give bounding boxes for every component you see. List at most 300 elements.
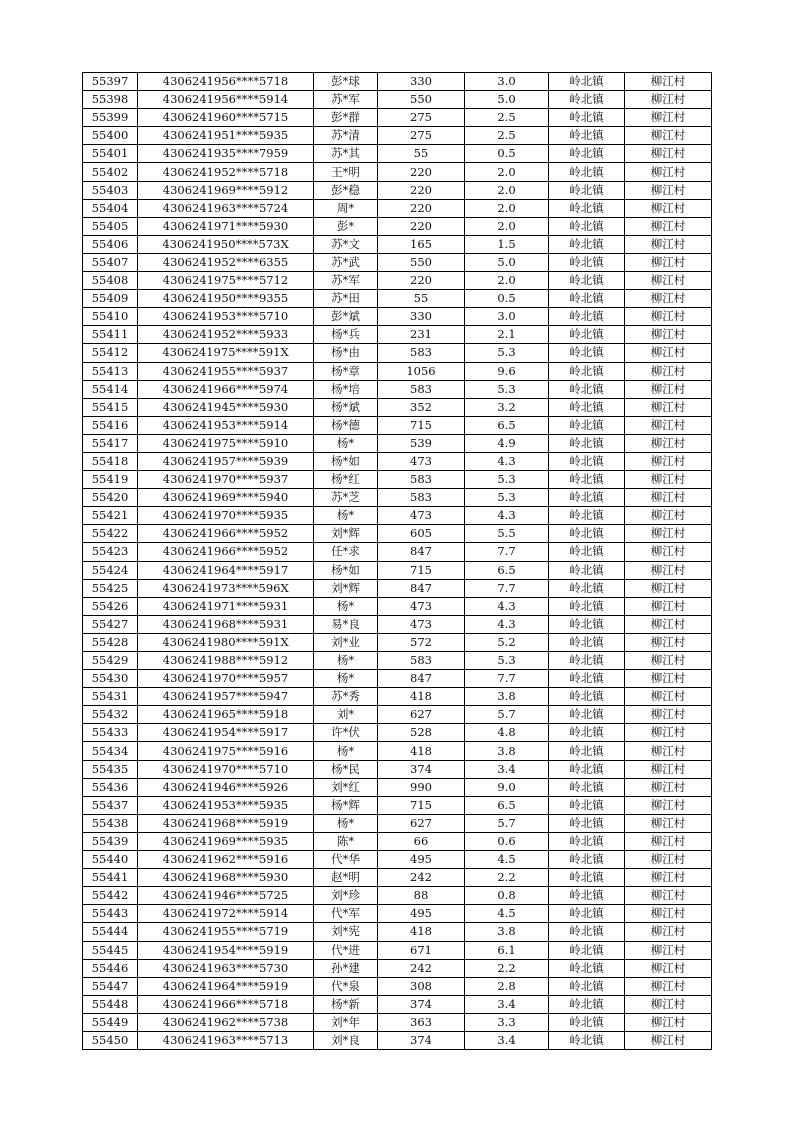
cell-area: 3.0	[465, 308, 549, 326]
cell-seq: 55427	[83, 615, 138, 633]
cell-name: 刘*珍	[314, 887, 378, 905]
cell-area: 5.5	[465, 525, 549, 543]
cell-village: 柳江村	[625, 742, 712, 760]
cell-name: 苏*清	[314, 127, 378, 145]
table-row	[83, 778, 712, 796]
cell-name: 杨*	[314, 507, 378, 525]
cell-amount: 374	[378, 760, 465, 778]
cell-area: 2.8	[465, 977, 549, 995]
cell-id-number: 4306241968****5930	[138, 869, 314, 887]
cell-village: 柳江村	[625, 507, 712, 525]
cell-town: 岭北镇	[549, 597, 625, 615]
cell-area: 1.5	[465, 235, 549, 253]
cell-town: 岭北镇	[549, 706, 625, 724]
cell-area: 5.3	[465, 489, 549, 507]
cell-seq: 55405	[83, 217, 138, 235]
cell-area: 6.5	[465, 416, 549, 434]
cell-village: 柳江村	[625, 995, 712, 1013]
cell-name: 杨*	[314, 742, 378, 760]
cell-name: 刘*业	[314, 633, 378, 651]
cell-town: 岭北镇	[549, 308, 625, 326]
cell-amount: 583	[378, 344, 465, 362]
cell-town: 岭北镇	[549, 796, 625, 814]
table-row	[83, 1013, 712, 1031]
cell-area: 5.0	[465, 253, 549, 271]
cell-name: 刘*	[314, 706, 378, 724]
cell-town: 岭北镇	[549, 905, 625, 923]
cell-id-number: 4306241966****5952	[138, 543, 314, 561]
cell-area: 2.0	[465, 272, 549, 290]
cell-town: 岭北镇	[549, 923, 625, 941]
cell-amount: 220	[378, 217, 465, 235]
cell-name: 苏*军	[314, 91, 378, 109]
cell-town: 岭北镇	[549, 416, 625, 434]
cell-village: 柳江村	[625, 1031, 712, 1049]
cell-id-number: 4306241965****5918	[138, 706, 314, 724]
cell-name: 周*	[314, 199, 378, 217]
cell-amount: 550	[378, 253, 465, 271]
cell-seq: 55406	[83, 235, 138, 253]
cell-village: 柳江村	[625, 814, 712, 832]
cell-town: 岭北镇	[549, 543, 625, 561]
cell-town: 岭北镇	[549, 398, 625, 416]
cell-area: 2.0	[465, 181, 549, 199]
table-row	[83, 597, 712, 615]
cell-area: 0.5	[465, 145, 549, 163]
cell-id-number: 4306241975****5712	[138, 272, 314, 290]
table-row	[83, 73, 712, 91]
cell-id-number: 4306241966****5718	[138, 995, 314, 1013]
cell-name: 苏*芝	[314, 489, 378, 507]
table-row	[83, 905, 712, 923]
cell-seq: 55436	[83, 778, 138, 796]
cell-village: 柳江村	[625, 416, 712, 434]
cell-amount: 847	[378, 543, 465, 561]
cell-village: 柳江村	[625, 724, 712, 742]
cell-amount: 473	[378, 507, 465, 525]
cell-seq: 55407	[83, 253, 138, 271]
table-row	[83, 380, 712, 398]
cell-village: 柳江村	[625, 688, 712, 706]
cell-seq: 55399	[83, 109, 138, 127]
table-row	[83, 851, 712, 869]
table-row	[83, 742, 712, 760]
cell-name: 杨*	[314, 434, 378, 452]
cell-village: 柳江村	[625, 652, 712, 670]
cell-town: 岭北镇	[549, 670, 625, 688]
cell-village: 柳江村	[625, 977, 712, 995]
cell-village: 柳江村	[625, 597, 712, 615]
cell-area: 9.6	[465, 362, 549, 380]
cell-town: 岭北镇	[549, 742, 625, 760]
cell-area: 6.5	[465, 796, 549, 814]
cell-village: 柳江村	[625, 434, 712, 452]
cell-village: 柳江村	[625, 127, 712, 145]
cell-id-number: 4306241966****5952	[138, 525, 314, 543]
cell-town: 岭北镇	[549, 127, 625, 145]
cell-name: 苏*其	[314, 145, 378, 163]
table-row	[83, 796, 712, 814]
cell-town: 岭北镇	[549, 814, 625, 832]
cell-town: 岭北镇	[549, 272, 625, 290]
cell-name: 刘*辉	[314, 579, 378, 597]
cell-village: 柳江村	[625, 543, 712, 561]
cell-village: 柳江村	[625, 778, 712, 796]
cell-village: 柳江村	[625, 796, 712, 814]
cell-id-number: 4306241968****5931	[138, 615, 314, 633]
cell-area: 0.8	[465, 887, 549, 905]
cell-id-number: 4306241952****6355	[138, 253, 314, 271]
cell-town: 岭北镇	[549, 977, 625, 995]
cell-id-number: 4306241957****5947	[138, 688, 314, 706]
cell-id-number: 4306241957****5939	[138, 452, 314, 470]
cell-id-number: 4306241970****5935	[138, 507, 314, 525]
cell-amount: 715	[378, 416, 465, 434]
cell-area: 3.8	[465, 688, 549, 706]
cell-name: 杨*德	[314, 416, 378, 434]
cell-town: 岭北镇	[549, 688, 625, 706]
cell-id-number: 4306241954****5917	[138, 724, 314, 742]
table-row	[83, 923, 712, 941]
cell-id-number: 4306241969****5935	[138, 832, 314, 850]
cell-id-number: 4306241946****5725	[138, 887, 314, 905]
table-row	[83, 941, 712, 959]
cell-seq: 55419	[83, 471, 138, 489]
cell-seq: 55442	[83, 887, 138, 905]
cell-amount: 275	[378, 127, 465, 145]
cell-amount: 528	[378, 724, 465, 742]
cell-village: 柳江村	[625, 452, 712, 470]
cell-town: 岭北镇	[549, 724, 625, 742]
cell-town: 岭北镇	[549, 452, 625, 470]
table-row	[83, 615, 712, 633]
table-row	[83, 362, 712, 380]
cell-name: 杨*民	[314, 760, 378, 778]
cell-town: 岭北镇	[549, 778, 625, 796]
cell-area: 4.5	[465, 905, 549, 923]
cell-amount: 242	[378, 869, 465, 887]
cell-area: 2.5	[465, 109, 549, 127]
cell-id-number: 4306241953****5710	[138, 308, 314, 326]
cell-seq: 55450	[83, 1031, 138, 1049]
cell-name: 彭*斌	[314, 308, 378, 326]
cell-id-number: 4306241970****5710	[138, 760, 314, 778]
cell-amount: 418	[378, 923, 465, 941]
cell-amount: 847	[378, 670, 465, 688]
cell-seq: 55441	[83, 869, 138, 887]
table-row	[83, 452, 712, 470]
cell-seq: 55398	[83, 91, 138, 109]
cell-amount: 220	[378, 272, 465, 290]
cell-id-number: 4306241951****5935	[138, 127, 314, 145]
cell-area: 5.3	[465, 380, 549, 398]
cell-amount: 352	[378, 398, 465, 416]
cell-seq: 55408	[83, 272, 138, 290]
cell-village: 柳江村	[625, 923, 712, 941]
table-row	[83, 471, 712, 489]
cell-village: 柳江村	[625, 471, 712, 489]
cell-town: 岭北镇	[549, 507, 625, 525]
cell-name: 杨*辉	[314, 796, 378, 814]
cell-name: 杨*新	[314, 995, 378, 1013]
cell-area: 2.0	[465, 217, 549, 235]
cell-name: 苏*武	[314, 253, 378, 271]
cell-area: 2.0	[465, 199, 549, 217]
cell-name: 杨*如	[314, 452, 378, 470]
table-row	[83, 235, 712, 253]
cell-id-number: 4306241969****5912	[138, 181, 314, 199]
cell-area: 3.4	[465, 995, 549, 1013]
cell-village: 柳江村	[625, 887, 712, 905]
table-row	[83, 814, 712, 832]
cell-seq: 55410	[83, 308, 138, 326]
cell-area: 5.7	[465, 706, 549, 724]
table-row	[83, 308, 712, 326]
cell-id-number: 4306241955****5937	[138, 362, 314, 380]
cell-village: 柳江村	[625, 181, 712, 199]
cell-seq: 55422	[83, 525, 138, 543]
cell-seq: 55448	[83, 995, 138, 1013]
cell-amount: 66	[378, 832, 465, 850]
cell-area: 2.5	[465, 127, 549, 145]
cell-village: 柳江村	[625, 344, 712, 362]
cell-village: 柳江村	[625, 579, 712, 597]
cell-area: 2.2	[465, 869, 549, 887]
cell-area: 5.7	[465, 814, 549, 832]
cell-seq: 55402	[83, 163, 138, 181]
cell-area: 0.6	[465, 832, 549, 850]
cell-area: 3.3	[465, 1013, 549, 1031]
table-body	[83, 73, 712, 1050]
cell-area: 0.5	[465, 290, 549, 308]
table-row	[83, 326, 712, 344]
cell-village: 柳江村	[625, 235, 712, 253]
cell-amount: 539	[378, 434, 465, 452]
cell-town: 岭北镇	[549, 959, 625, 977]
table-row	[83, 344, 712, 362]
cell-area: 4.5	[465, 851, 549, 869]
cell-seq: 55428	[83, 633, 138, 651]
cell-amount: 550	[378, 91, 465, 109]
cell-amount: 88	[378, 887, 465, 905]
cell-id-number: 4306241953****5914	[138, 416, 314, 434]
cell-id-number: 4306241975****591X	[138, 344, 314, 362]
cell-amount: 473	[378, 597, 465, 615]
cell-id-number: 4306241960****5715	[138, 109, 314, 127]
cell-village: 柳江村	[625, 489, 712, 507]
cell-village: 柳江村	[625, 362, 712, 380]
cell-amount: 55	[378, 145, 465, 163]
table-row	[83, 959, 712, 977]
table-row	[83, 290, 712, 308]
cell-id-number: 4306241963****5724	[138, 199, 314, 217]
cell-id-number: 4306241973****596X	[138, 579, 314, 597]
cell-village: 柳江村	[625, 525, 712, 543]
cell-village: 柳江村	[625, 633, 712, 651]
cell-amount: 847	[378, 579, 465, 597]
cell-seq: 55443	[83, 905, 138, 923]
table-row	[83, 398, 712, 416]
cell-seq: 55409	[83, 290, 138, 308]
cell-amount: 275	[378, 109, 465, 127]
table-row	[83, 253, 712, 271]
cell-id-number: 4306241964****5917	[138, 561, 314, 579]
cell-town: 岭北镇	[549, 362, 625, 380]
cell-amount: 220	[378, 199, 465, 217]
table-row	[83, 434, 712, 452]
cell-amount: 583	[378, 489, 465, 507]
table-row	[83, 163, 712, 181]
table-row	[83, 416, 712, 434]
cell-id-number: 4306241962****5738	[138, 1013, 314, 1031]
cell-seq: 55397	[83, 73, 138, 91]
cell-id-number: 4306241950****573X	[138, 235, 314, 253]
cell-town: 岭北镇	[549, 181, 625, 199]
cell-amount: 627	[378, 706, 465, 724]
cell-name: 刘*辉	[314, 525, 378, 543]
cell-town: 岭北镇	[549, 851, 625, 869]
cell-village: 柳江村	[625, 706, 712, 724]
cell-amount: 1056	[378, 362, 465, 380]
cell-village: 柳江村	[625, 851, 712, 869]
cell-village: 柳江村	[625, 832, 712, 850]
cell-village: 柳江村	[625, 217, 712, 235]
cell-name: 代*进	[314, 941, 378, 959]
cell-amount: 495	[378, 851, 465, 869]
cell-area: 7.7	[465, 670, 549, 688]
cell-town: 岭北镇	[549, 290, 625, 308]
cell-id-number: 4306241975****5916	[138, 742, 314, 760]
cell-amount: 330	[378, 73, 465, 91]
cell-id-number: 4306241950****9355	[138, 290, 314, 308]
cell-town: 岭北镇	[549, 434, 625, 452]
cell-seq: 55415	[83, 398, 138, 416]
cell-id-number: 4306241953****5935	[138, 796, 314, 814]
cell-seq: 55444	[83, 923, 138, 941]
cell-area: 6.1	[465, 941, 549, 959]
cell-town: 岭北镇	[549, 380, 625, 398]
cell-town: 岭北镇	[549, 109, 625, 127]
cell-amount: 374	[378, 995, 465, 1013]
cell-village: 柳江村	[625, 326, 712, 344]
cell-town: 岭北镇	[549, 579, 625, 597]
table-row	[83, 579, 712, 597]
cell-area: 4.8	[465, 724, 549, 742]
cell-id-number: 4306241955****5719	[138, 923, 314, 941]
cell-village: 柳江村	[625, 1013, 712, 1031]
cell-amount: 242	[378, 959, 465, 977]
cell-seq: 55424	[83, 561, 138, 579]
cell-amount: 165	[378, 235, 465, 253]
cell-amount: 308	[378, 977, 465, 995]
table-row	[83, 869, 712, 887]
table-row	[83, 977, 712, 995]
cell-area: 3.0	[465, 73, 549, 91]
cell-village: 柳江村	[625, 380, 712, 398]
cell-amount: 715	[378, 561, 465, 579]
cell-village: 柳江村	[625, 670, 712, 688]
cell-seq: 55416	[83, 416, 138, 434]
cell-area: 3.2	[465, 398, 549, 416]
cell-area: 9.0	[465, 778, 549, 796]
cell-name: 代*泉	[314, 977, 378, 995]
cell-name: 陈*	[314, 832, 378, 850]
table-row	[83, 489, 712, 507]
cell-town: 岭北镇	[549, 253, 625, 271]
cell-town: 岭北镇	[549, 941, 625, 959]
cell-village: 柳江村	[625, 91, 712, 109]
cell-area: 7.7	[465, 543, 549, 561]
cell-id-number: 4306241970****5957	[138, 670, 314, 688]
cell-id-number: 4306241945****5930	[138, 398, 314, 416]
cell-amount: 220	[378, 181, 465, 199]
cell-name: 杨*	[314, 814, 378, 832]
cell-seq: 55432	[83, 706, 138, 724]
cell-town: 岭北镇	[549, 525, 625, 543]
cell-amount: 330	[378, 308, 465, 326]
table-row	[83, 199, 712, 217]
cell-seq: 55404	[83, 199, 138, 217]
cell-name: 刘*良	[314, 1031, 378, 1049]
cell-amount: 495	[378, 905, 465, 923]
cell-village: 柳江村	[625, 109, 712, 127]
cell-amount: 627	[378, 814, 465, 832]
cell-village: 柳江村	[625, 272, 712, 290]
table-row	[83, 543, 712, 561]
cell-area: 2.0	[465, 163, 549, 181]
cell-seq: 55420	[83, 489, 138, 507]
cell-id-number: 4306241963****5730	[138, 959, 314, 977]
cell-town: 岭北镇	[549, 995, 625, 1013]
cell-town: 岭北镇	[549, 561, 625, 579]
cell-seq: 55435	[83, 760, 138, 778]
table-row	[83, 109, 712, 127]
cell-area: 4.9	[465, 434, 549, 452]
cell-name: 赵*明	[314, 869, 378, 887]
cell-town: 岭北镇	[549, 1031, 625, 1049]
cell-amount: 220	[378, 163, 465, 181]
cell-seq: 55413	[83, 362, 138, 380]
cell-name: 杨*红	[314, 471, 378, 489]
cell-id-number: 4306241966****5974	[138, 380, 314, 398]
cell-id-number: 4306241972****5914	[138, 905, 314, 923]
cell-name: 许*伏	[314, 724, 378, 742]
cell-seq: 55439	[83, 832, 138, 850]
cell-id-number: 4306241946****5926	[138, 778, 314, 796]
cell-name: 王*明	[314, 163, 378, 181]
cell-town: 岭北镇	[549, 1013, 625, 1031]
cell-seq: 55446	[83, 959, 138, 977]
cell-town: 岭北镇	[549, 199, 625, 217]
cell-amount: 418	[378, 742, 465, 760]
cell-seq: 55425	[83, 579, 138, 597]
cell-id-number: 4306241968****5919	[138, 814, 314, 832]
cell-town: 岭北镇	[549, 217, 625, 235]
cell-town: 岭北镇	[549, 344, 625, 362]
table-row	[83, 91, 712, 109]
table-row	[83, 561, 712, 579]
cell-area: 5.0	[465, 91, 549, 109]
cell-seq: 55401	[83, 145, 138, 163]
cell-amount: 473	[378, 452, 465, 470]
cell-id-number: 4306241971****5931	[138, 597, 314, 615]
subsidy-table	[82, 72, 712, 1050]
cell-village: 柳江村	[625, 199, 712, 217]
cell-amount: 671	[378, 941, 465, 959]
cell-village: 柳江村	[625, 253, 712, 271]
cell-town: 岭北镇	[549, 73, 625, 91]
cell-seq: 55431	[83, 688, 138, 706]
